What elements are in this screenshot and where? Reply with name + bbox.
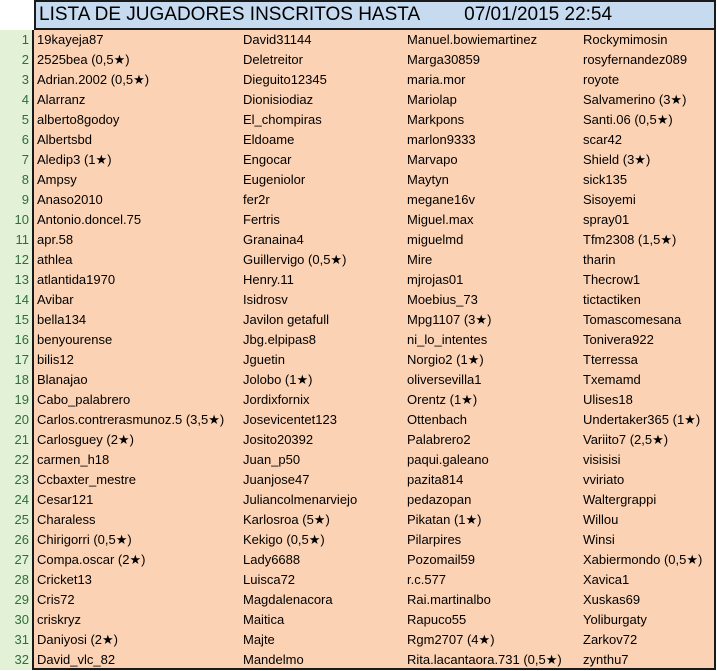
player-cell[interactable]: Waltergrappi xyxy=(583,492,657,507)
player-cell[interactable]: Lady6688 xyxy=(243,552,301,567)
player-cell[interactable]: Ulises18 xyxy=(583,392,633,407)
player-cell[interactable]: Albertsbd xyxy=(37,132,92,147)
table-row xyxy=(34,330,714,350)
player-cell[interactable]: Maitica xyxy=(243,612,285,627)
player-cell[interactable]: tictactiken xyxy=(583,292,641,307)
player-cell[interactable]: Mariolap xyxy=(407,92,457,107)
player-cell[interactable]: miguelmd xyxy=(407,232,464,247)
table-row xyxy=(34,270,714,290)
player-cell[interactable]: Juanjose47 xyxy=(243,472,310,487)
player-cell[interactable]: Ottenbach xyxy=(407,412,467,427)
player-cell[interactable]: Daniyosi (2★) xyxy=(37,632,119,647)
table-row xyxy=(34,370,714,390)
player-cell[interactable]: carmen_h18 xyxy=(37,452,110,467)
player-cell[interactable]: Antonio.doncel.75 xyxy=(37,212,142,227)
player-cell[interactable]: Juan_p50 xyxy=(243,452,301,467)
player-cell[interactable]: tharin xyxy=(583,252,616,267)
player-cell[interactable]: Jguetin xyxy=(243,352,285,367)
row-number: 6 xyxy=(21,132,29,147)
player-cell[interactable]: Jolobo (1★) xyxy=(243,372,313,387)
table-row xyxy=(34,350,714,370)
player-cell[interactable]: Josevicentet123 xyxy=(243,412,337,427)
table-row xyxy=(34,230,714,250)
player-cell[interactable]: Pozomail59 xyxy=(407,552,475,567)
player-cell[interactable]: fer2r xyxy=(243,192,270,207)
row-number: 8 xyxy=(21,172,29,187)
player-cell[interactable]: Chirigorri (0,5★) xyxy=(37,532,132,547)
table-row xyxy=(34,410,714,430)
player-grid xyxy=(34,30,716,670)
player-cell[interactable]: zynthu7 xyxy=(583,652,629,667)
player-cell[interactable]: Adrian.2002 (0,5★) xyxy=(37,72,150,87)
player-cell[interactable]: bilis12 xyxy=(37,352,74,367)
player-cell[interactable]: 2525bea (0,5★) xyxy=(37,52,130,67)
player-cell[interactable]: Compa.oscar (2★) xyxy=(37,552,146,567)
player-cell[interactable]: Karlosroa (5★) xyxy=(243,512,330,527)
table-row xyxy=(34,450,714,470)
title-date: 07/01/2015 22:54 xyxy=(464,4,613,25)
player-cell[interactable]: Carlos.contrerasmunoz.5 (3,5★) xyxy=(37,412,225,427)
player-cell[interactable]: Manuel.bowiemartinez xyxy=(407,32,538,47)
table-row xyxy=(34,170,714,190)
player-cell[interactable]: Palabrero2 xyxy=(407,432,471,447)
player-cell[interactable]: El_chompiras xyxy=(243,112,322,127)
player-cell[interactable]: athlea xyxy=(37,252,73,267)
row-number: 10 xyxy=(14,212,29,227)
row-number: 31 xyxy=(14,632,29,647)
player-cell[interactable]: Rgm2707 (4★) xyxy=(407,632,495,647)
row-number: 19 xyxy=(14,392,29,407)
player-cell[interactable]: Markpons xyxy=(407,112,465,127)
player-cell[interactable]: Cesar121 xyxy=(37,492,94,507)
player-cell[interactable]: Moebius_73 xyxy=(407,292,478,307)
player-cell[interactable]: Shield (3★) xyxy=(583,152,651,167)
player-cell[interactable]: Norgio2 (1★) xyxy=(407,352,484,367)
player-cell[interactable]: David_vlc_82 xyxy=(37,652,116,667)
row-number: 23 xyxy=(14,472,29,487)
table-row xyxy=(34,290,714,310)
table-row xyxy=(34,530,714,550)
table-row xyxy=(34,590,714,610)
player-cell[interactable]: vviriato xyxy=(583,472,625,487)
player-cell[interactable]: Eldoame xyxy=(243,132,295,147)
player-cell[interactable]: Mire xyxy=(407,252,433,267)
player-cell[interactable]: pazita814 xyxy=(407,472,464,487)
row-number: 22 xyxy=(14,452,29,467)
row-number: 1 xyxy=(21,32,29,47)
player-cell[interactable]: Deletreitor xyxy=(243,52,303,67)
table-row xyxy=(34,50,714,70)
player-cell[interactable]: r.c.577 xyxy=(407,572,447,587)
player-cell[interactable]: Ampsy xyxy=(37,172,77,187)
player-cell[interactable]: Dieguito12345 xyxy=(243,72,327,87)
row-number: 9 xyxy=(21,192,29,207)
player-cell[interactable]: Winsi xyxy=(583,532,615,547)
player-cell[interactable]: Cricket13 xyxy=(37,572,92,587)
table-row xyxy=(34,490,714,510)
player-cell[interactable]: Blanajao xyxy=(37,372,88,387)
player-cell[interactable]: Rapuco55 xyxy=(407,612,467,627)
player-cell[interactable]: Henry.11 xyxy=(243,272,294,287)
player-cell[interactable]: paqui.galeano xyxy=(407,452,489,467)
player-cell[interactable]: sick135 xyxy=(583,172,628,187)
player-cell[interactable]: Santi.06 (0,5★) xyxy=(583,112,673,127)
player-cell[interactable]: Josito20392 xyxy=(243,432,314,447)
player-cell[interactable]: Rockymimosin xyxy=(583,32,668,47)
player-cell[interactable]: Miguel.max xyxy=(407,212,474,227)
player-cell[interactable]: Tonivera922 xyxy=(583,332,654,347)
table-row xyxy=(34,150,714,170)
player-cell[interactable]: Jbg.elpipas8 xyxy=(243,332,316,347)
player-cell[interactable]: Txemamd xyxy=(583,372,641,387)
player-cell[interactable]: mjrojas01 xyxy=(407,272,464,287)
player-cell[interactable]: alberto8godoy xyxy=(37,112,120,127)
player-cell[interactable]: ni_lo_intentes xyxy=(407,332,488,347)
row-number: 14 xyxy=(14,292,29,307)
player-cell[interactable]: Marga30859 xyxy=(407,52,480,67)
row-number: 13 xyxy=(14,272,29,287)
player-cell[interactable]: Ccbaxter_mestre xyxy=(37,472,136,487)
player-cell[interactable]: Mpg1107 (3★) xyxy=(407,312,492,327)
player-cell[interactable]: benyourense xyxy=(37,332,113,347)
player-cell[interactable]: 19kayeja87 xyxy=(37,32,104,47)
row-number: 26 xyxy=(14,532,29,547)
table-row xyxy=(34,570,714,590)
row-number: 29 xyxy=(14,592,29,607)
row-number: 11 xyxy=(15,232,29,247)
player-cell[interactable]: Pikatan (1★) xyxy=(407,512,482,527)
table-row xyxy=(34,130,714,150)
player-cell[interactable]: Avibar xyxy=(37,292,74,307)
player-cell[interactable]: Rai.martinalbo xyxy=(407,592,491,607)
table-row xyxy=(34,250,714,270)
player-cell[interactable]: Juliancolmenarviejo xyxy=(243,492,358,507)
table-row xyxy=(34,510,714,530)
player-cell[interactable]: oliversevilla1 xyxy=(407,372,482,387)
player-cell[interactable]: atlantida1970 xyxy=(37,272,116,287)
player-cell[interactable]: Eugeniolor xyxy=(243,172,306,187)
player-cell[interactable]: visisisi xyxy=(583,452,621,467)
player-cell[interactable]: scar42 xyxy=(583,132,623,147)
player-cell[interactable]: Pilarpires xyxy=(407,532,462,547)
player-cell[interactable]: Sisoyemi xyxy=(583,192,636,207)
player-cell[interactable]: Maytyn xyxy=(407,172,449,187)
row-number-column xyxy=(0,30,34,670)
player-cell[interactable]: Alarranz xyxy=(37,92,86,107)
title-banner xyxy=(34,0,716,30)
player-cell[interactable]: Yoliburgaty xyxy=(583,612,647,627)
player-cell[interactable]: Carlosguey (2★) xyxy=(37,432,134,447)
player-cell[interactable]: Majte xyxy=(243,632,275,647)
table-row xyxy=(34,310,714,330)
row-number: 2 xyxy=(21,52,29,67)
row-number: 30 xyxy=(14,612,29,627)
table-row xyxy=(34,470,714,490)
player-cell[interactable]: apr.58 xyxy=(37,232,74,247)
player-cell[interactable]: Variito7 (2,5★) xyxy=(583,432,669,447)
player-cell[interactable]: Xavica1 xyxy=(583,572,630,587)
row-number: 32 xyxy=(14,652,29,667)
player-cell[interactable]: Granaina4 xyxy=(243,232,304,247)
row-number: 24 xyxy=(14,492,29,507)
player-cell[interactable]: Tterressa xyxy=(583,352,638,367)
player-cell[interactable]: Jordixfornix xyxy=(243,392,310,407)
player-cell[interactable]: Fertris xyxy=(243,212,280,227)
player-cell[interactable]: Mandelmo xyxy=(243,652,304,667)
player-cell[interactable]: Xuskas69 xyxy=(583,592,641,607)
table-row xyxy=(34,90,714,110)
row-number: 17 xyxy=(14,352,29,367)
player-cell[interactable]: spray01 xyxy=(583,212,630,227)
row-number: 25 xyxy=(14,512,29,527)
table-row xyxy=(34,610,714,630)
player-cell[interactable]: Anaso2010 xyxy=(37,192,103,207)
player-cell[interactable]: Magdalenacora xyxy=(243,592,333,607)
table-row xyxy=(34,630,714,650)
row-number: 18 xyxy=(14,372,29,387)
player-cell[interactable]: marlon9333 xyxy=(407,132,476,147)
player-cell[interactable]: Tomascomesana xyxy=(583,312,682,327)
player-cell[interactable]: Cris72 xyxy=(37,592,75,607)
player-cell[interactable]: megane16v xyxy=(407,192,475,207)
table-row xyxy=(34,650,714,670)
player-cell[interactable]: David31144 xyxy=(243,32,312,47)
row-number: 7 xyxy=(21,152,29,167)
player-cell[interactable]: Luisca72 xyxy=(243,572,296,587)
table-row xyxy=(34,430,714,450)
player-cell[interactable]: Aledip3 (1★) xyxy=(37,152,112,167)
player-cell[interactable]: Charaless xyxy=(37,512,96,527)
player-cell[interactable]: Cabo_palabrero xyxy=(37,392,131,407)
player-cell[interactable]: Undertaker365 (1★) xyxy=(583,412,701,427)
player-cell[interactable]: Kekigo (0,5★) xyxy=(243,532,325,547)
player-cell[interactable]: Thecrow1 xyxy=(583,272,641,287)
player-cell[interactable]: pedazopan xyxy=(407,492,472,507)
player-cell[interactable]: criskryz xyxy=(37,612,82,627)
row-number: 3 xyxy=(21,72,29,87)
row-number: 4 xyxy=(21,92,29,107)
table-row xyxy=(34,70,714,90)
table-row xyxy=(34,30,714,50)
title-text: LISTA DE JUGADORES INSCRITOS HASTA xyxy=(39,4,421,25)
player-cell[interactable]: bella134 xyxy=(37,312,87,327)
table-row xyxy=(34,390,714,410)
row-number: 5 xyxy=(21,112,29,127)
player-cell[interactable]: Salvamerino (3★) xyxy=(583,92,687,107)
player-cell[interactable]: Rita.lacantaora.731 (0,5★) xyxy=(407,652,562,667)
row-number: 27 xyxy=(14,552,29,567)
row-number: 28 xyxy=(14,572,29,587)
player-cell[interactable]: maria.mor xyxy=(407,72,466,87)
player-cell[interactable]: Orentz (1★) xyxy=(407,392,478,407)
player-cell[interactable]: Willou xyxy=(583,512,619,527)
player-cell[interactable]: Guillervigo (0,5★) xyxy=(243,252,347,267)
row-number: 15 xyxy=(14,312,29,327)
row-number: 16 xyxy=(14,332,29,347)
player-cell[interactable]: Dionisiodiaz xyxy=(243,92,314,107)
player-cell[interactable]: Engocar xyxy=(243,152,292,167)
table-row xyxy=(34,550,714,570)
player-cell[interactable]: Marvapo xyxy=(407,152,458,167)
player-cell[interactable]: Zarkov72 xyxy=(583,632,638,647)
player-cell[interactable]: royote xyxy=(583,72,620,87)
table-row xyxy=(34,210,714,230)
row-number: 20 xyxy=(14,412,29,427)
player-cell[interactable]: Javilon getafull xyxy=(243,312,329,327)
player-cell[interactable]: Tfm2308 (1,5★) xyxy=(583,232,677,247)
table-row xyxy=(34,190,714,210)
row-number: 12 xyxy=(14,252,29,267)
row-number: 21 xyxy=(14,432,29,447)
player-cell[interactable]: Xabiermondo (0,5★) xyxy=(583,552,703,567)
table-row xyxy=(34,110,714,130)
player-cell[interactable]: rosyfernandez089 xyxy=(583,52,688,67)
player-cell[interactable]: Isidrosv xyxy=(243,292,288,307)
